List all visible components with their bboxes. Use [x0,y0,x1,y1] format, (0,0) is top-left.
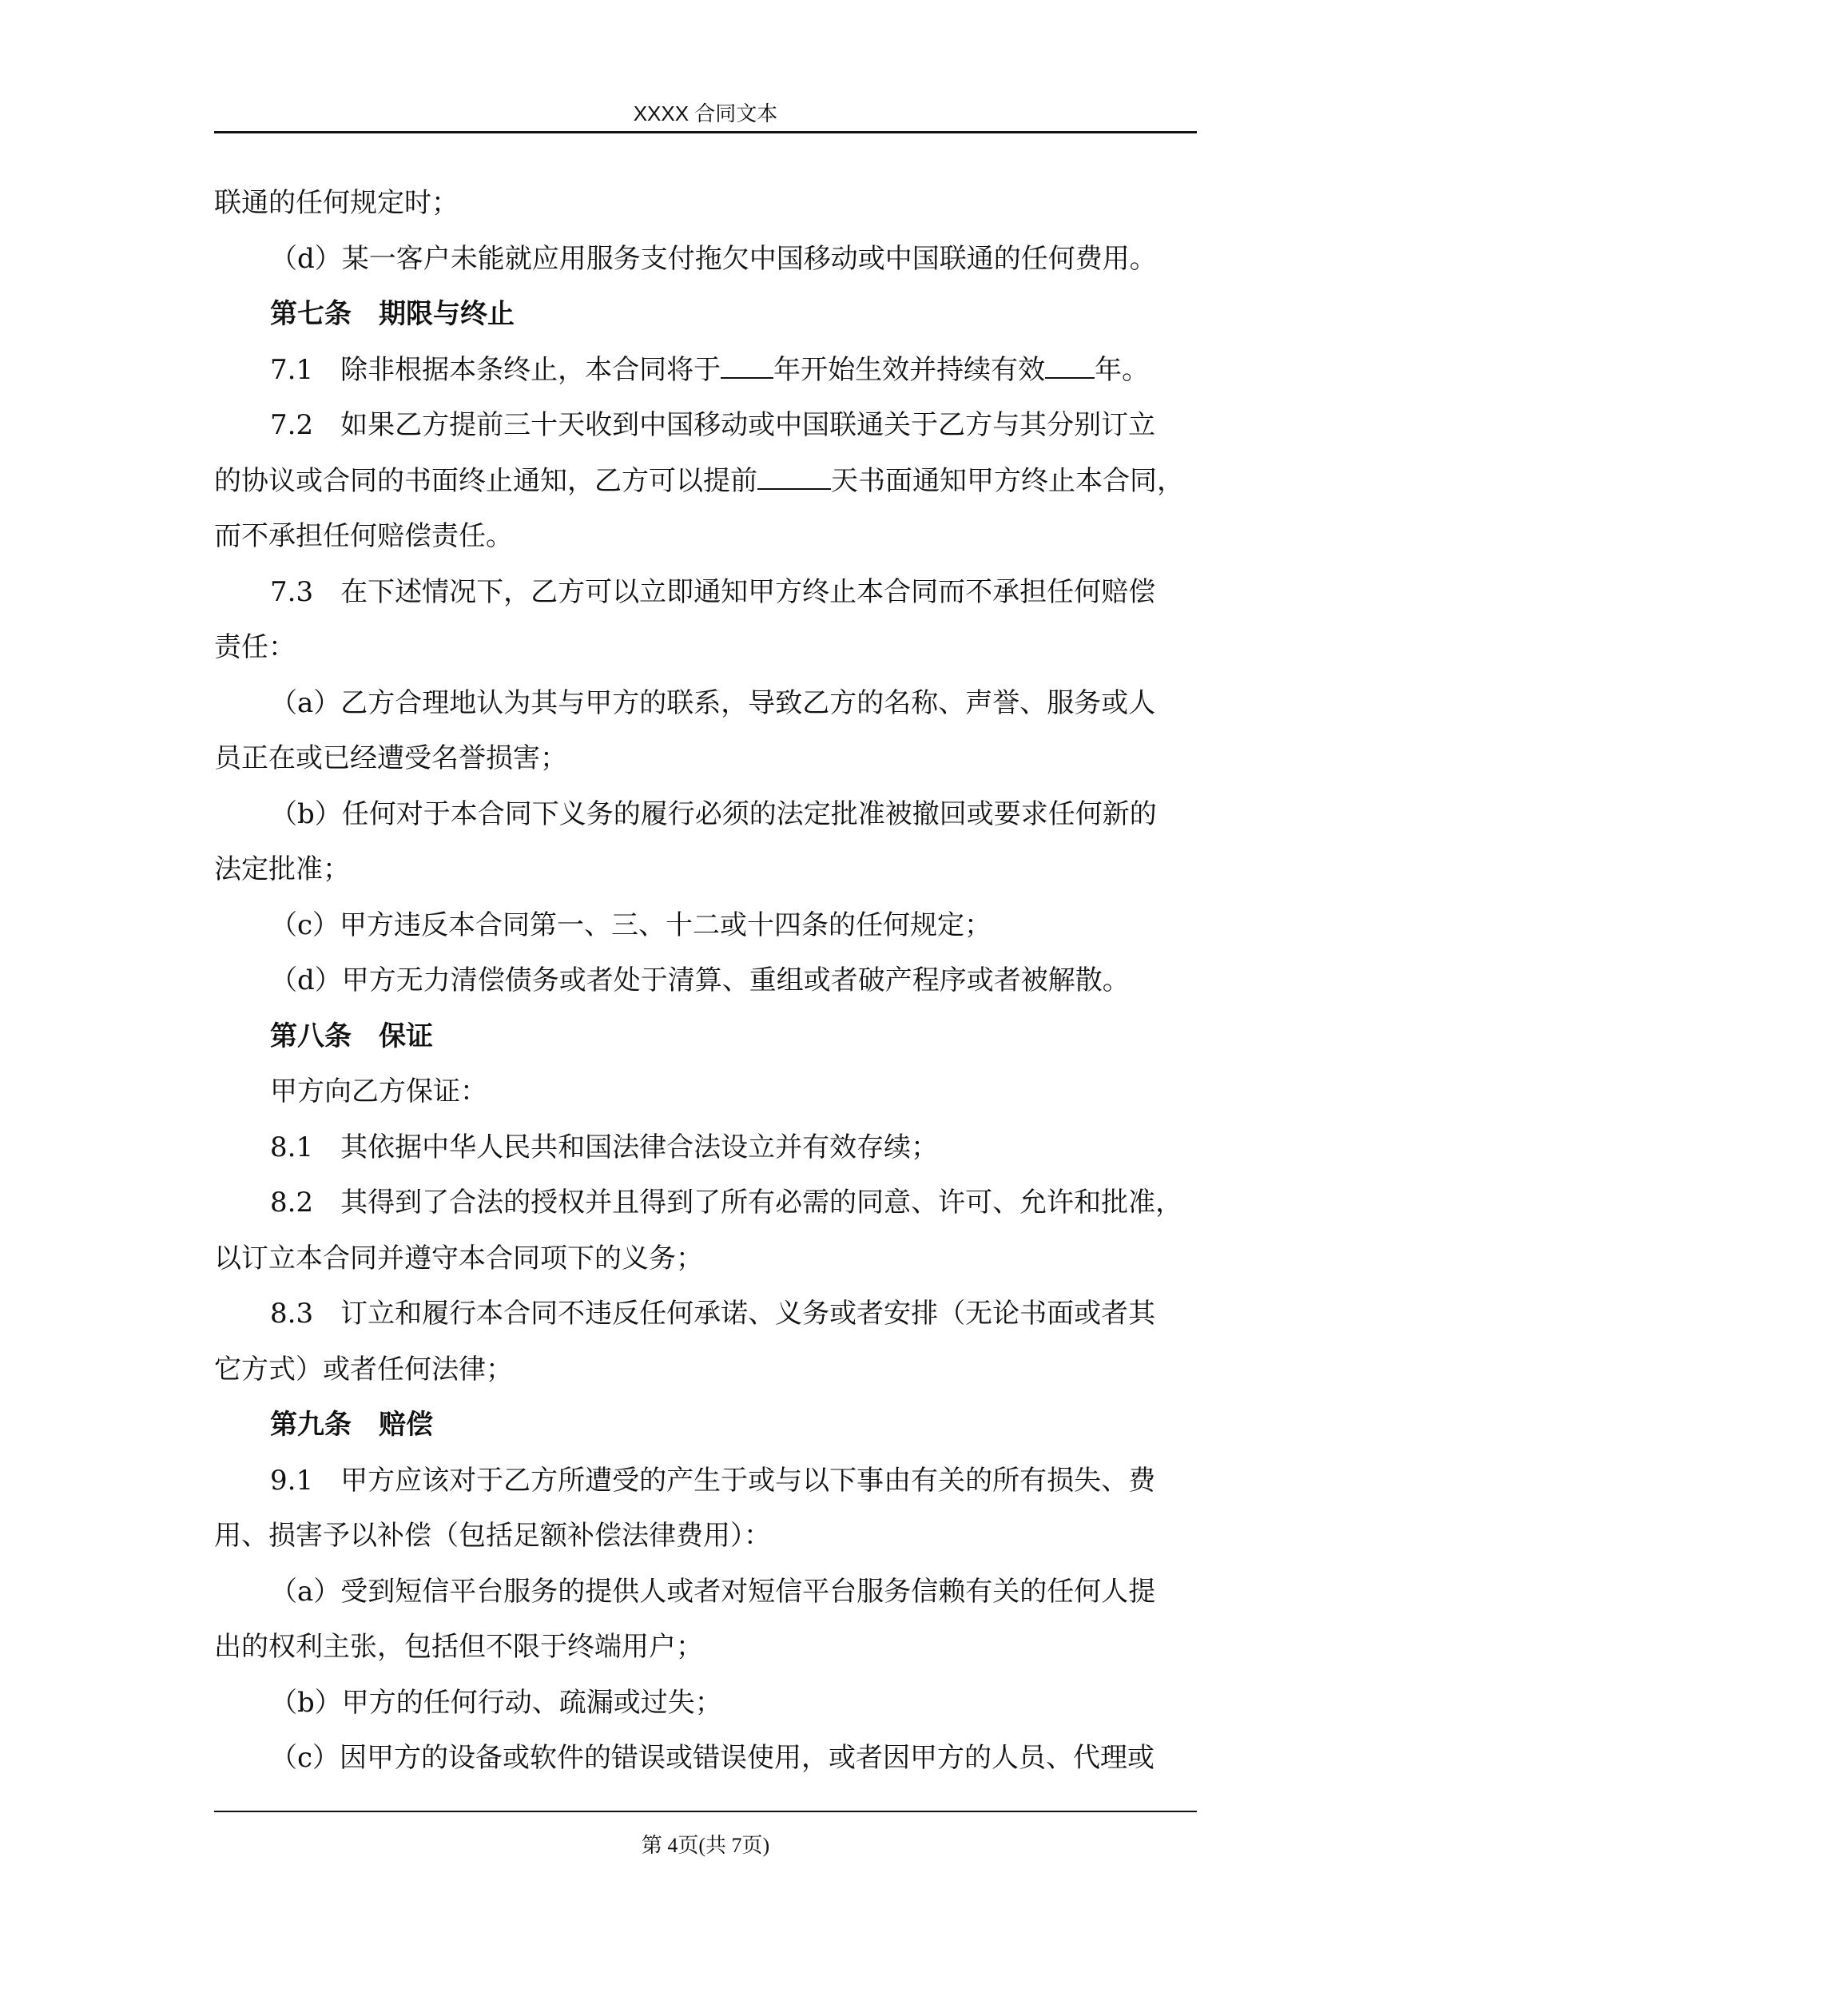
article-9-heading: 第九条 赔偿 [270,1410,433,1440]
clause-8-1: 8.1 其依据中华人民共和国法律合法设立并有效存续； [270,1131,939,1163]
header-rule [214,131,1197,133]
text-line: 以订立本合同并遵守本合同项下的义务； [214,1242,703,1274]
text-line: 法定批准； [214,853,350,885]
text-line: 用、损害予以补偿（包括足额补偿法律费用）： [214,1520,771,1552]
clause-9-1-a: （a）受到短信平台服务的提供人或者对短信平台服务信赖有关的任何人提 [270,1575,1156,1608]
notice-days-blank [757,464,831,490]
clause-7-1-text-b: 年开始生效并持续有效 [773,353,1046,386]
article-8-intro: 甲方向乙方保证： [270,1076,487,1107]
clause-7-1-text-a: 7.1 除非根据本条终止，本合同将于 [270,353,721,386]
clause-9-1-c: （c）因甲方的设备或软件的错误或错误使用，或者因甲方的人员、代理或 [270,1742,1155,1774]
clause-7-2-text-a: 的协议或合同的书面终止通知，乙方可以提前 [214,464,757,497]
text-line: 责任： [214,631,296,663]
clause-6-d: （d）某一客户未能就应用服务支付拖欠中国移动或中国联通的任何费用。 [270,242,1157,275]
text-line: 出的权利主张，包括但不限于终端用户； [214,1631,703,1663]
text-line: 联通的任何规定时； [214,187,459,219]
footer-rule [214,1811,1197,1812]
text-line: 员正在或已经遭受名誉损害； [214,742,567,774]
duration-years-blank [1045,353,1095,379]
document-body [214,176,1197,1787]
clause-8-2: 8.2 其得到了合法的授权并且得到了所有必需的同意、许可、允许和批准， [270,1187,1183,1219]
clause-7-3-a: （a）乙方合理地认为其与甲方的联系，导致乙方的名称、声誉、服务或人 [270,686,1156,719]
article-7-heading: 第七条 期限与终止 [270,299,515,329]
start-year-blank [721,353,773,379]
clause-7-3: 7.3 在下述情况下，乙方可以立即通知甲方终止本合同而不承担任何赔偿 [270,575,1156,608]
text-line: 而不承担任何赔偿责任。 [214,520,513,552]
page-header: XXXX 合同文本 [633,101,778,125]
clause-7-3-c: （c）甲方违反本合同第一、三、十二或十四条的任何规定； [270,909,992,941]
clause-7-1-text-c: 年。 [1095,353,1150,386]
clause-9-1-b: （b）甲方的任何行动、疏漏或过失； [270,1686,722,1719]
clause-7-3-b: （b）任何对于本合同下义务的履行必须的法定批准被撤回或要求任何新的 [270,797,1157,830]
clause-8-3: 8.3 订立和履行本合同不违反任何承诺、义务或者安排（无论书面或者其 [270,1298,1156,1330]
clause-7-2-text-b: 天书面通知甲方终止本合同， [831,464,1184,497]
clause-9-1: 9.1 甲方应该对于乙方所遭受的产生于或与以下事由有关的所有损失、费 [270,1464,1156,1497]
clause-7-2-cont [214,454,1197,510]
clause-7-2: 7.2 如果乙方提前三十天收到中国移动或中国联通关于乙方与其分别订立 [270,409,1156,441]
clause-7-1 [214,343,1197,399]
page-number: 第 4页(共 7页) [641,1834,770,1857]
article-8-heading: 第八条 保证 [270,1020,433,1052]
clause-7-3-d: （d）甲方无力清偿债务或者处于清算、重组或者破产程序或者被解散。 [270,964,1130,996]
text-line: 它方式）或者任何法律； [214,1353,513,1386]
